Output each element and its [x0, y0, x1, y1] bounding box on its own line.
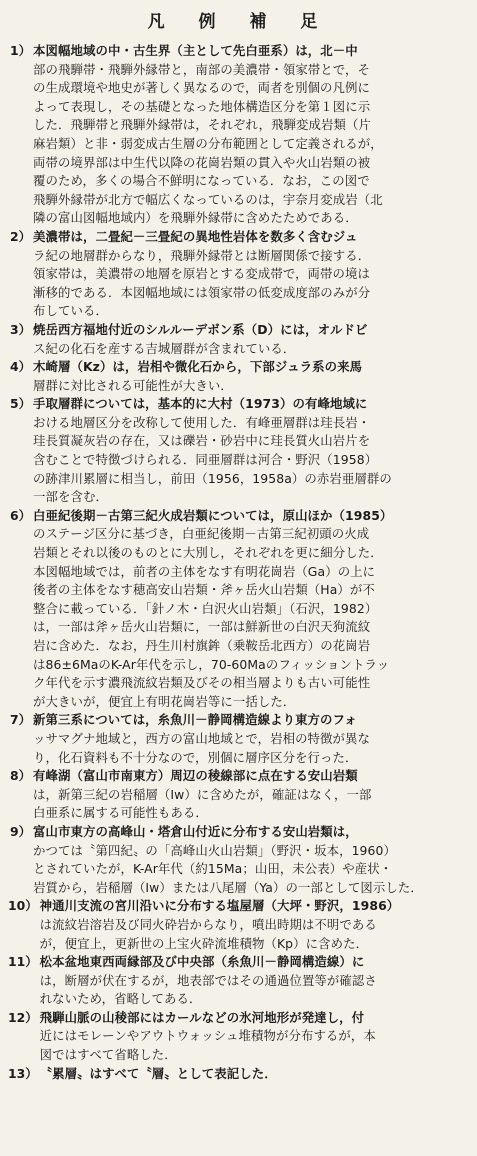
note-line: 珪長質凝灰岩の存在，又は礫岩・砂岩中に珪長質火山岩片を	[33, 433, 371, 449]
note-line: 松本盆地東西両縁部及び中央部（糸魚川－静岡構造線）に	[39, 954, 365, 970]
note-item	[8, 767, 471, 823]
note-line: 飛騨外縁帯が北方で幅広くなっているのは，宇奈月変成岩（北	[33, 191, 383, 207]
note-line: 一部を含む．	[33, 489, 108, 505]
note-line: 層群に対比される可能性が大きい．	[33, 377, 233, 393]
note-item	[8, 321, 471, 358]
note-item	[8, 823, 471, 897]
note-body	[31, 395, 471, 507]
note-number: 4）	[10, 359, 32, 375]
note-line: は，新第三紀の岩稲層（Iw）に含めたが，確証はなく，一部	[33, 786, 372, 802]
note-line: ラ紀の地層群からなり，飛騨外縁帯とは断層関係で接する．	[33, 247, 371, 263]
note-body	[38, 1065, 471, 1084]
note-line: 新第三系については，糸魚川－静岡構造線より東方のフォ	[33, 712, 357, 728]
note-line: 後者の主体をなす穂高安山岩類・斧ヶ岳火山岩類（Ha）が不	[33, 582, 375, 598]
note-line: ッサマグナ地域と，西方の富山地域とで，岩相の特徴が異な	[33, 730, 371, 746]
note-item	[8, 228, 471, 321]
note-line: 木崎層（Kz）は，岩相や微化石から，下部ジュラ系の来馬	[33, 359, 363, 375]
note-line: 白亜系に属する可能性もある．	[33, 805, 208, 821]
note-item	[8, 358, 471, 395]
note-number: 3）	[10, 321, 32, 337]
note-line: 整合に載っている．「針ノ木・白沢火山岩類」（石沢，1982）	[33, 600, 378, 616]
note-item	[8, 395, 471, 507]
note-line: 領家帯は，美濃帯の地層を原岩とする変成帯で，両帯の境は	[33, 266, 371, 282]
note-line: 〝累層〟はすべて〝層〟として表記した．	[39, 1065, 277, 1081]
note-line: よって表現し，その基礎となった地体構造区分を第１図に示	[33, 98, 371, 114]
note-line: 図ではすべて省略した．	[39, 1047, 177, 1063]
note-line: の跡津川累層に相当し，前田（1956，1958a）の赤岩亜層群の	[33, 470, 392, 486]
note-line: は，一部は斧ヶ岳火山岩類に，一部は鮮新世の白沢天狗流紋	[33, 619, 371, 635]
note-line: ス紀の化石を産する吉城層群が含まれている．	[33, 340, 296, 356]
note-number: 8）	[10, 768, 32, 784]
note-line: 有峰湖（富山市南東方）周辺の稜線部に点在する安山岩類	[33, 768, 358, 784]
note-line: 白亜紀後期－古第三紀火成岩類については，原山ほか（1985）	[33, 507, 393, 523]
note-line: れないため，省略してある．	[39, 991, 202, 1007]
page-title: 凡 例 補 足	[147, 12, 332, 32]
note-line: した．飛騨帯と飛騨外縁帯は，それぞれ，飛騨変成岩類（片	[33, 117, 372, 133]
note-line: かつては〝第四紀〟の「高峰山火山岩類」（野沢・坂本，1960）	[33, 842, 396, 858]
note-number: 5）	[10, 396, 32, 412]
note-line: の生成環境や地史が著しく異なるので，両者を別個の凡例に	[33, 80, 371, 96]
note-line: 布している．	[33, 303, 108, 319]
note-line: 神通川支流の宮川沿いに分布する塩屋層（大坪・野沢，1986）	[39, 898, 400, 914]
note-number: 11）	[8, 954, 38, 970]
note-number: 6）	[10, 507, 32, 523]
note-line: おける地層区分を改称して使用した．有峰亜層群は珪長岩・	[33, 414, 371, 430]
note-line: が，便宜上，更新世の上宝火砕流堆積物（Kp）に含めた．	[39, 935, 369, 951]
note-body	[31, 42, 471, 228]
note-line: 富山市東方の高峰山・塔倉山付近に分布する安山岩類は，	[33, 823, 358, 839]
note-body	[31, 228, 471, 321]
note-number: 10）	[8, 898, 38, 914]
note-line: のステージ区分に基づき，白亜紀後期－古第三紀初頭の火成	[33, 526, 370, 542]
note-item	[8, 507, 471, 712]
note-item	[8, 42, 471, 228]
note-line: 含むことで特徴づけられる．同亜層群は河合・野沢（1958）	[33, 452, 378, 468]
note-body	[38, 897, 471, 953]
note-line: り，化石資料も不十分なので，別個に層序区分を行った．	[33, 749, 358, 765]
note-line: 飛騨山脈の山稜部にはカールなどの氷河地形が発達し，付	[39, 1009, 365, 1025]
note-line: 漸移的である．本図幅地域には領家帯の低変成度部のみが分	[33, 284, 371, 300]
note-line: 部の飛騨帯・飛騨外縁帯と，南部の美濃帯・領家帯とで，そ	[33, 61, 371, 77]
note-line: は流紋岩溶岩及び同火砕岩からなり，噴出時期は不明である	[39, 916, 377, 932]
note-number: 9）	[10, 823, 32, 839]
note-item	[8, 1009, 471, 1065]
note-line: 岩類とそれ以後のものとに大別し，それぞれを更に細分した．	[33, 545, 383, 561]
note-number: 2）	[10, 228, 32, 244]
note-line: 岩に含めた．なお，丹生川村旗鉾（乗鞍岳北西方）の花崗岩	[33, 638, 371, 653]
note-line: 岩質から，岩稲層（Iw）または八尾層（Ya）の一部として図示した．	[33, 879, 423, 895]
note-line: 本図幅地域では，前者の主体をなす有明花崗岩（Ga）の上に	[33, 563, 376, 579]
note-number: 12）	[8, 1009, 38, 1025]
note-number: 13）	[8, 1065, 38, 1081]
note-item	[8, 711, 471, 767]
note-body	[31, 507, 471, 712]
note-body	[31, 823, 471, 897]
note-line: 近にはモレーンやアウトウォッシュ堆積物が分布するが，本	[39, 1028, 376, 1044]
note-item	[8, 953, 471, 1009]
note-line: 美濃帯は，二畳紀－三畳紀の異地性岩体を数多く含むジュ	[33, 228, 358, 244]
note-line: 本図幅地域の中・古生界（主として先白亜系）は，北－中	[33, 43, 358, 58]
note-body	[38, 953, 471, 1009]
notes-list	[8, 42, 471, 1083]
note-body	[31, 711, 471, 767]
note-line: 隣の富山図幅地域内）を飛騨外縁帯に含めたためである．	[33, 210, 358, 226]
note-line: 焼岳西方福地付近のシルルーデボン系（D）には，オルドビ	[33, 321, 368, 337]
note-line: 覆のため，多くの場合不鮮明になっている．なお，この図で	[33, 173, 370, 189]
note-item	[8, 897, 471, 953]
note-body	[31, 321, 471, 358]
note-body	[31, 358, 471, 395]
note-number: 7）	[10, 712, 32, 728]
note-body	[31, 767, 471, 823]
note-body	[38, 1009, 471, 1065]
note-line: は86±6MaのK-Ar年代を示し，70-60Maのフィッショントラッ	[33, 656, 390, 672]
note-line: 麻岩類）と非・弱変成古生層の分布範囲として定義されるが，	[33, 135, 383, 151]
note-line: が大きいが，便宜上有明花崗岩等に一括した．	[33, 693, 296, 709]
note-item	[8, 1065, 471, 1084]
note-line: 手取層群については，基本的に大村（1973）の有峰地域に	[33, 396, 368, 412]
note-line: は，断層が伏在するが，地表部ではその通過位置等が確認さ	[39, 972, 377, 988]
note-number: 1）	[10, 43, 32, 58]
note-line: とされていたが，K-Ar年代（約15Ma；山田，未公表）や産状・	[33, 861, 393, 877]
note-line: ク年代を示す濃飛流紋岩類及びその相当層よりも古い可能性	[33, 675, 371, 691]
note-line: 両帯の境界部は中生代以降の花崗岩類の貫入や火山岩類の被	[33, 154, 371, 170]
